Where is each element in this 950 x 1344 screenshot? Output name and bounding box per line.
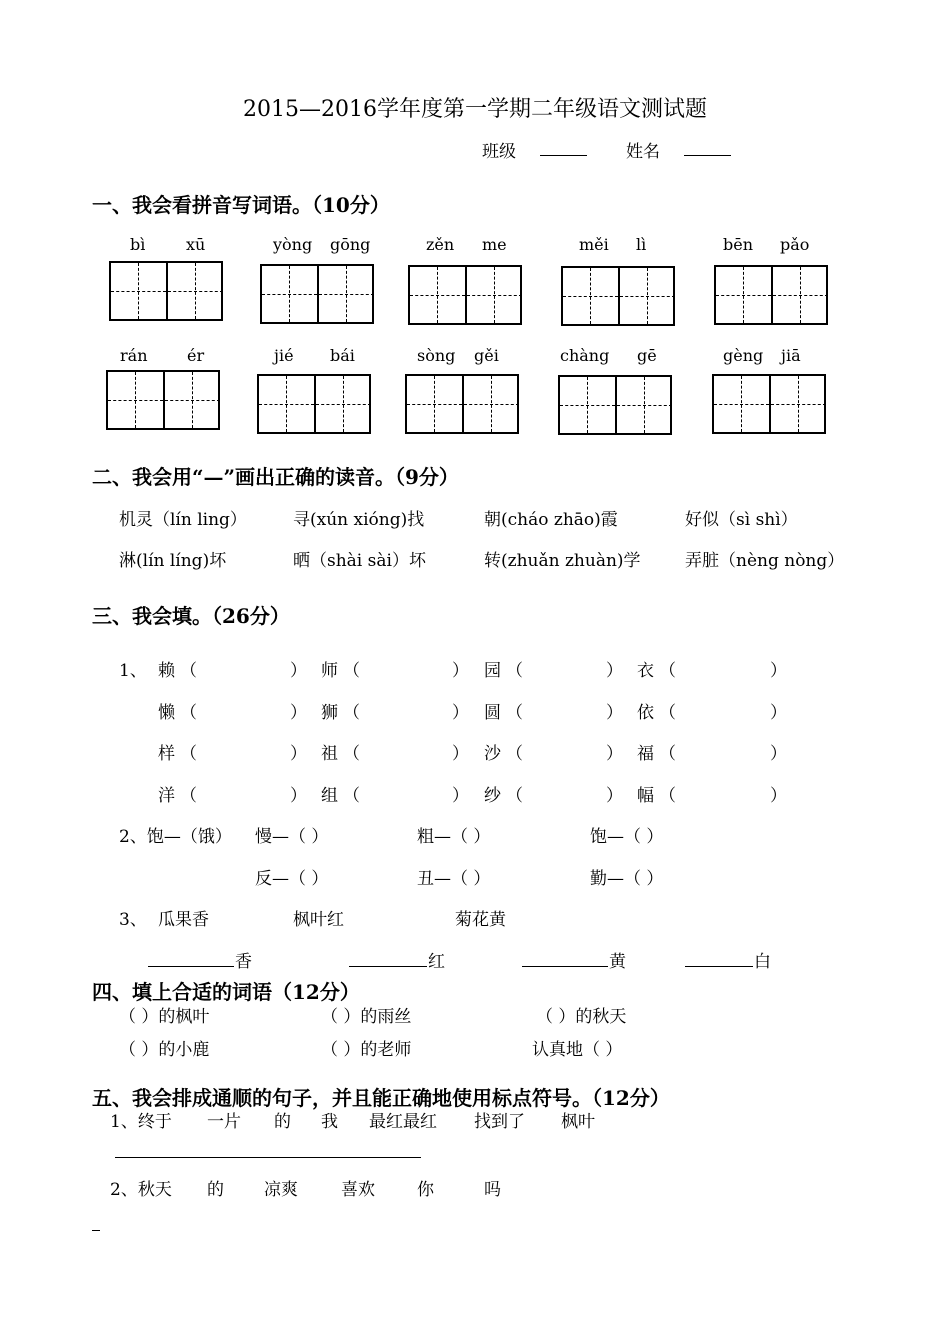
word-char: 园 [484, 661, 501, 681]
word-char: 师 [321, 661, 338, 681]
grid-cell[interactable] [316, 376, 371, 432]
sentence-word: 最红最红 [369, 1112, 437, 1132]
sentence-word: 2、秋天 [110, 1180, 172, 1200]
word-char: 纱 [484, 786, 501, 806]
pinyin: bì [130, 235, 146, 254]
blank-suffix: 白 [754, 952, 771, 972]
section-4-heading: 四、填上合适的词语（12分） [92, 980, 360, 1004]
left-paren: （ [659, 744, 676, 764]
antonym-item[interactable]: 反—（ ） [255, 869, 329, 889]
word-char: 组 [321, 786, 338, 806]
question-number: 3、 [119, 910, 147, 930]
word-char: 赖 [158, 661, 175, 681]
sentence-word: 喜欢 [341, 1180, 375, 1200]
left-paren: （ [180, 661, 197, 681]
writing-grid[interactable] [257, 374, 371, 434]
pinyin: gē [637, 346, 657, 365]
page-title: 2015—2016学年度第一学期二年级语文测试题 [243, 97, 707, 122]
left-paren: （ [343, 661, 360, 681]
antonym-item: 2、饱—（饿） [119, 827, 232, 847]
grid-cell[interactable] [407, 376, 464, 432]
grid-cell[interactable] [410, 267, 467, 323]
fill-blank[interactable] [148, 966, 234, 967]
phrase-item[interactable]: （ ）的小鹿 [119, 1040, 210, 1060]
name-blank[interactable] [684, 155, 731, 156]
pinyin: ér [187, 346, 205, 365]
pronunciation-item[interactable]: 朝(cháo zhāo)霞 [484, 510, 618, 530]
grid-cell[interactable] [262, 266, 319, 322]
grid-cell[interactable] [319, 266, 374, 322]
fill-blank[interactable] [522, 966, 608, 967]
antonym-item[interactable]: 勤—（ ） [590, 869, 664, 889]
class-label: 班级 [482, 142, 516, 162]
pinyin: bái [330, 346, 355, 365]
phrase-item[interactable]: （ ）的秋天 [536, 1007, 627, 1027]
writing-grid[interactable] [561, 266, 675, 326]
fill-blank[interactable] [685, 966, 753, 967]
grid-cell[interactable] [620, 268, 675, 324]
pinyin: chàng [560, 346, 610, 365]
pinyin: měi [579, 235, 609, 254]
fill-blank[interactable] [349, 966, 427, 967]
grid-cell[interactable] [165, 372, 220, 428]
antonym-item[interactable]: 粗—（ ） [417, 827, 491, 847]
pinyin: jié [274, 346, 294, 365]
pronunciation-item[interactable]: 机灵（lín ling） [119, 510, 247, 530]
grid-cell[interactable] [714, 376, 771, 432]
section-3-heading: 三、我会填。（26分） [92, 604, 290, 628]
pronunciation-item[interactable]: 转(zhuǎn zhuàn)学 [484, 551, 641, 571]
word-char: 衣 [637, 661, 654, 681]
right-paren: ） [452, 703, 469, 723]
right-paren: ） [290, 703, 307, 723]
writing-grid[interactable] [712, 374, 826, 434]
right-paren: ） [606, 744, 623, 764]
sentence-word: 枫叶 [561, 1112, 595, 1132]
left-paren: （ [506, 661, 523, 681]
blank-suffix: 黄 [609, 952, 626, 972]
right-paren: ） [606, 703, 623, 723]
pronunciation-item[interactable]: 弄脏（nèng nòng） [685, 551, 845, 571]
class-blank[interactable] [540, 155, 587, 156]
phrase-item[interactable]: （ ）的老师 [321, 1040, 412, 1060]
left-paren: （ [506, 703, 523, 723]
question-number: 1、 [119, 661, 147, 681]
writing-grid[interactable] [408, 265, 522, 325]
sentence-word: 凉爽 [264, 1180, 298, 1200]
grid-cell[interactable] [716, 267, 773, 323]
sentence-word: 一片 [207, 1112, 241, 1132]
grid-cell[interactable] [168, 263, 223, 319]
left-paren: （ [343, 786, 360, 806]
example-word: 瓜果香 [158, 910, 209, 930]
left-paren: （ [180, 703, 197, 723]
phrase-item[interactable]: （ ）的枫叶 [119, 1007, 210, 1027]
pinyin: rán [120, 346, 148, 365]
pinyin: gōng [330, 235, 371, 254]
right-paren: ） [452, 661, 469, 681]
pinyin: me [482, 235, 507, 254]
name-label: 姓名 [626, 142, 660, 162]
right-paren: ） [770, 786, 787, 806]
word-char: 懒 [158, 703, 175, 723]
right-paren: ） [290, 786, 307, 806]
pronunciation-item[interactable]: 好似（sì shì） [685, 510, 798, 530]
pinyin: sòng [417, 346, 456, 365]
right-paren: ） [606, 661, 623, 681]
left-paren: （ [343, 703, 360, 723]
blank-suffix: 红 [428, 952, 445, 972]
grid-cell[interactable] [111, 263, 168, 319]
section-5-heading: 五、我会排成通顺的句子，并且能正确地使用标点符号。（12分） [92, 1086, 670, 1110]
pinyin: xū [186, 235, 206, 254]
pronunciation-item[interactable]: 寻(xún xióng)找 [293, 510, 425, 530]
left-paren: （ [343, 744, 360, 764]
blank-suffix: 香 [235, 952, 252, 972]
word-char: 狮 [321, 703, 338, 723]
word-char: 祖 [321, 744, 338, 764]
pronunciation-item[interactable]: 晒（shài sài）坏 [293, 551, 426, 571]
sentence-word: 找到了 [474, 1112, 525, 1132]
grid-cell[interactable] [560, 377, 617, 433]
writing-grid[interactable] [405, 374, 519, 434]
sentence-word: 的 [274, 1112, 291, 1132]
grid-cell[interactable] [259, 376, 316, 432]
left-paren: （ [659, 661, 676, 681]
right-paren: ） [290, 744, 307, 764]
pronunciation-item[interactable]: 淋(lín líng)坏 [119, 551, 227, 571]
phrase-item[interactable]: （ ）的雨丝 [321, 1007, 412, 1027]
grid-cell[interactable] [467, 267, 522, 323]
writing-grid[interactable] [260, 264, 374, 324]
word-char: 沙 [484, 744, 501, 764]
antonym-item[interactable]: 慢—（ ） [255, 827, 329, 847]
writing-grid[interactable] [106, 370, 220, 430]
grid-cell[interactable] [464, 376, 519, 432]
section-2-heading: 二、我会用“—”画出正确的读音。（9分） [92, 465, 459, 489]
pinyin: jiā [781, 346, 801, 365]
sentence-word: 吗 [484, 1180, 501, 1200]
section-1-heading: 一、我会看拼音写词语。（10分） [92, 193, 390, 217]
left-paren: （ [659, 703, 676, 723]
writing-grid[interactable] [714, 265, 828, 325]
grid-cell[interactable] [617, 377, 672, 433]
writing-grid[interactable] [109, 261, 223, 321]
right-paren: ） [770, 744, 787, 764]
pinyin: lì [636, 235, 647, 254]
sentence-word: 你 [417, 1180, 434, 1200]
grid-cell[interactable] [771, 376, 826, 432]
grid-cell[interactable] [108, 372, 165, 428]
sentence-word: 我 [321, 1112, 338, 1132]
antonym-item[interactable]: 饱—（ ） [590, 827, 664, 847]
word-char: 依 [637, 703, 654, 723]
word-char: 幅 [637, 786, 654, 806]
grid-cell[interactable] [563, 268, 620, 324]
example-word: 枫叶红 [293, 910, 344, 930]
antonym-item[interactable]: 丑—（ ） [417, 869, 491, 889]
writing-grid[interactable] [558, 375, 672, 435]
word-char: 洋 [158, 786, 175, 806]
pinyin: yòng [273, 235, 313, 254]
word-char: 福 [637, 744, 654, 764]
right-paren: ） [770, 703, 787, 723]
right-paren: ） [452, 744, 469, 764]
right-paren: ） [452, 786, 469, 806]
pinyin: pǎo [780, 235, 810, 254]
word-char: 样 [158, 744, 175, 764]
pinyin: zěn [426, 235, 455, 254]
example-word: 菊花黄 [455, 910, 506, 930]
right-paren: ） [770, 661, 787, 681]
pinyin: gèng [723, 346, 764, 365]
sentence-word: 1、终于 [110, 1112, 172, 1132]
left-paren: （ [180, 786, 197, 806]
answer-line[interactable] [115, 1157, 421, 1158]
answer-line[interactable] [92, 1230, 100, 1231]
word-char: 圆 [484, 703, 501, 723]
left-paren: （ [180, 744, 197, 764]
pinyin: bēn [723, 235, 754, 254]
left-paren: （ [506, 744, 523, 764]
pinyin: gěi [474, 346, 499, 365]
left-paren: （ [659, 786, 676, 806]
right-paren: ） [290, 661, 307, 681]
sentence-word: 的 [207, 1180, 224, 1200]
phrase-item[interactable]: 认真地（ ） [532, 1040, 623, 1060]
left-paren: （ [506, 786, 523, 806]
right-paren: ） [606, 786, 623, 806]
grid-cell[interactable] [773, 267, 828, 323]
